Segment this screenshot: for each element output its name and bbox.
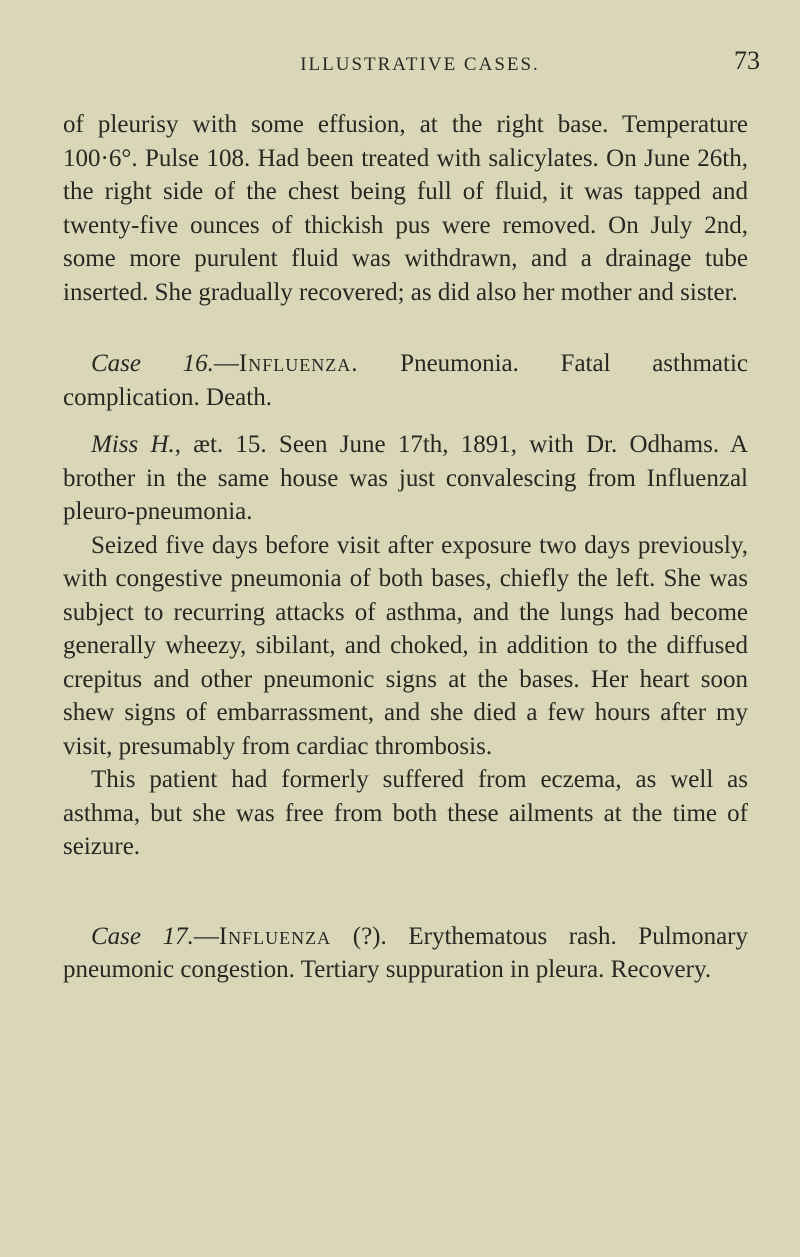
body-text [63, 108, 748, 987]
case-16-label: Case 16. [91, 350, 214, 377]
case-17-dash: — [193, 922, 219, 950]
case-17-disease: Influenza [218, 922, 332, 950]
page-number: 73 [734, 46, 760, 75]
case-16-heading [63, 347, 748, 414]
case-16-disease: Influenza. [238, 350, 359, 377]
case-17-heading [63, 920, 748, 987]
spacer [63, 864, 748, 920]
case-16-notes-paragraph: This patient had formerly suffered from eczema, as well as asthma, but she was free from both these ailments at the time of seizure. [63, 766, 748, 860]
spacer [63, 414, 748, 428]
case-16-summary: Pneumonia. Fatal asthmatic complication. Death. [63, 350, 749, 411]
spacer [63, 309, 748, 347]
case-17-summary: (?). Erythematous rash. Pulmonary pneumonic congestion. Tertiary suppuration in pleura. Recovery. [63, 922, 749, 983]
case-16-dash: — [213, 350, 239, 377]
continuation-paragraph: of pleurisy with some effusion, at the right base. Temperature 100·6°. Pulse 108. Had been treated with salicylates. On June 26th, the right side of the chest being full of fluid, it was tapped and twenty-five ounces of thickish pus were removed. On July 2nd, some more purulent fluid was withdrawn, and a drainage tube inserted. She gradually recovered; as did also her mother and sister. [63, 111, 748, 306]
case-16-patient-text: , æt. 15. Seen June 17th, 1891, with Dr. Odhams. A brother in the same house was just convalescing from Influenzal pleuro-pneumonia. [63, 431, 748, 525]
running-header [80, 46, 760, 82]
case-17-label: Case 17. [91, 922, 194, 950]
running-title: ILLUSTRATIVE CASES. [300, 54, 540, 75]
case-16-history-paragraph: Seized five days before visit after exposure two days previously, with congestive pneumonia of both bases, chiefly the left. She was subject to recurring attacks of asthma, and the lungs had become generally wheezy, sibilant, and choked, in addition to the diffused crepitus and other pneumonic signs at the bases. Her heart soon shew signs of embarrassment, and she died a few hours after my visit, presumably from cardiac thrombosis. [63, 531, 748, 760]
case-16-patient-paragraph [63, 428, 748, 529]
case-16-patient-name: Miss H. [91, 431, 175, 458]
